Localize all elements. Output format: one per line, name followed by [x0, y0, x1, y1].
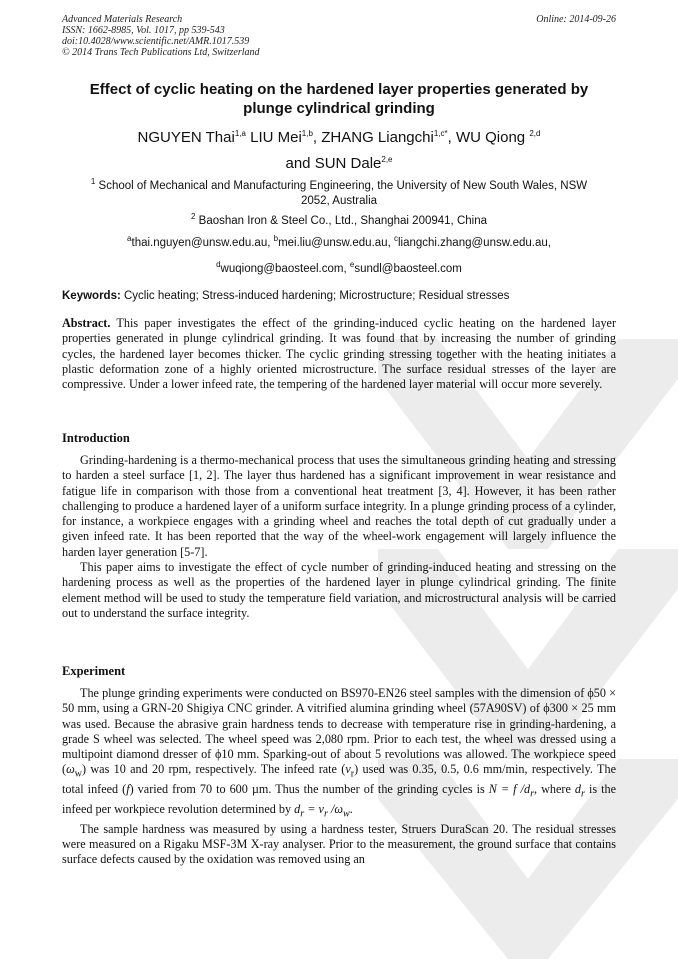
equation-cycles: N = f /d — [488, 782, 531, 797]
email-line-1 — [62, 231, 616, 251]
issn-line: ISSN: 1662-8985, Vol. 1017, pp 539-543 — [62, 25, 225, 36]
paper-title — [62, 80, 616, 118]
exp-text: , — [534, 782, 538, 797]
symbol-sub: r — [350, 768, 355, 780]
email-line-2 — [62, 257, 616, 277]
symbol-f: f — [126, 782, 130, 797]
doi-line: doi:10.4028/www.scientific.net/AMR.1017.539 — [62, 36, 250, 47]
journal-name: Advanced Materials Research — [62, 14, 183, 25]
email-b[interactable]: mei.liu@unsw.edu.au, — [278, 236, 391, 249]
symbol-d: d — [574, 782, 582, 797]
section-heading-introduction: Introduction — [62, 431, 130, 445]
affiliation-1 — [62, 174, 616, 209]
author-sup: 1,b — [301, 129, 313, 138]
author-sup: 2,e — [381, 155, 393, 164]
affiliation-2 — [62, 209, 616, 229]
author-nguyen: NGUYEN Thai — [137, 129, 235, 146]
author-zhang: ZHANG Liangchi — [321, 129, 434, 146]
author-line-1: NGUYEN Thai$^{1,a}$ LIU Mei$^{1,b}$, ZHANG Liangchi$^{1,c*}$, WU Qiong $^{2,d}$ — [137, 129, 541, 146]
email-a[interactable]: thai.nguyen@unsw.edu.au, — [131, 236, 271, 249]
email-e[interactable]: sundl@baosteel.com — [354, 262, 462, 275]
symbol-sub: w — [74, 768, 83, 780]
keywords-text: Cyclic heating; Stress-induced hardening; Microstructure; Residual stresses — [124, 290, 510, 302]
equation-infeed-rhs: /ω — [327, 801, 343, 816]
abstract — [62, 316, 616, 392]
author-and: and — [285, 155, 311, 172]
author-sun: SUN Dale — [314, 155, 382, 172]
keywords-label: Keywords: — [62, 290, 121, 302]
symbol-sub: r — [581, 788, 585, 800]
symbol-sub: w — [342, 808, 350, 820]
intro-paragraph-1: Grinding-hardening is a thermo-mechanical process that uses the simultaneous grinding heating and stressing to harden a steel surface [1, 2]. The layer thus hardened has a significant improvement in wear resistance and fatigue life in comparison with those from a conventional heat treatment [3, 4]. However, it has been rather challenging to produce a hardened layer of a uniform surface integrity. In a plunge grinding process of a cylinder, for instance, a workpiece engages with a grinding wheel and reaches the total depth of cut gradually under a given infeed rate. It has been reported that the way of the wheel-work engagement will largely influence the harden layer generation [5-7]. — [62, 453, 616, 559]
author-sup: 2,d — [529, 129, 541, 138]
author-liu: LIU Mei — [250, 129, 302, 146]
email-c[interactable]: liangchi.zhang@unsw.edu.au, — [397, 236, 551, 249]
exp-text: The plunge grinding experiments were conducted on BS970-EN26 steel samples with the dimension of ϕ50 × 50 mm, using a GRN-20 Shigiya CNC grinder. A vitrified alumina grinding wheel (57A90SV) of ϕ300 × 25 mm was used. Because the abrasive grain hardness tends to decrease with temperature rise in grinding-hardening, a grade S wheel was selected. The wheel speed was 2,080 rpm. Prior to each test, the wheel was dressed using a multipoint diamond dresser of ϕ10 mm. Sparking-out of about 5 revolutions was allowed. The workpiece speed ( — [62, 686, 616, 777]
exp-text: where — [541, 782, 571, 797]
email-list — [62, 231, 616, 277]
intro-paragraph-2: This paper aims to investigate the effect of cycle number of grinding-induced heating and stressing on the hardening process as well as the properties of the hardened layer in plunge cylindrical grinding. The finite element method will be used to study the temperature field variation, and microstructural analysis will be carried out to understand the surface integrity. — [62, 560, 616, 620]
introduction-body — [62, 453, 616, 621]
email-d[interactable]: wuqiong@baosteel.com, — [220, 262, 347, 275]
copyright-line: © 2014 Trans Tech Publications Ltd, Switzerland — [62, 47, 260, 58]
abstract-text: This paper investigates the effect of the grinding-induced cyclic heating on the hardened layer properties generated in plunge cylindrical grinding. It was found that by increasing the number of grinding cycles, the hardened layer becomes thicker. The cyclic grinding stressing together with the heating initiates a plastic deformation zone of a highly oriented microstructure. The surface residual stresses of the layer are compressive. Under a lower infeed rate, the tempering of the hardened layer material will occur more severely. — [62, 316, 617, 392]
author-line-2 — [62, 149, 616, 175]
symbol-sub: r — [323, 808, 328, 820]
abstract-label: Abstract. — [62, 316, 111, 330]
exp-text: ) used was 0.35, 0.5, 0.6 mm/min, respectively. The total infeed ( — [62, 762, 616, 797]
author-wu: WU Qiong — [455, 129, 526, 146]
online-date: Online: 2014-09-26 — [536, 14, 616, 25]
symbol-omega: ω — [66, 762, 75, 777]
author-sup: 1,c* — [433, 129, 448, 138]
email-sup: c — [393, 234, 398, 243]
title-line-1: Effect of cyclic heating on the hardened layer properties generated by — [89, 81, 589, 98]
equation-infeed: d — [294, 801, 301, 816]
exp-text: ) varied from 70 to 600 µm. Thus the number of the grinding cycles is — [129, 782, 485, 797]
email-sup: e — [349, 259, 355, 269]
email-sup: d — [216, 259, 221, 269]
aff1-line-2: 2052, Australia — [300, 194, 378, 207]
exp-paragraph-1 — [62, 686, 616, 822]
keywords — [62, 289, 616, 304]
aff2-text: Baoshan Iron & Steel Co., Ltd., Shanghai 200941, China — [198, 214, 487, 227]
title-line-2: plunge cylindrical grinding — [243, 100, 435, 117]
section-heading-experiment: Experiment — [62, 664, 126, 678]
aff-sup: 1 — [90, 177, 96, 186]
experiment-body — [62, 686, 616, 868]
aff1-line-1: School of Mechanical and Manufacturing Engineering, the University of New South Wales, NSW — [98, 179, 588, 192]
exp-paragraph-2: The sample hardness was measured by using a hardness tester, Struers DuraScan 20. The residual stresses were measured on a Rigaku MSF-3M X-ray analyser. Prior to the measurement, the ground surface that contains surface defects caused by the oxidation was removed using an — [62, 821, 616, 867]
exp-text: ) was 10 and 20 rpm, respectively. The infeed rate ( — [82, 762, 346, 777]
exp-text: . — [349, 801, 353, 816]
symbol-sub: r — [530, 788, 535, 800]
author-list — [62, 123, 616, 175]
equation-infeed-mid: = v — [304, 801, 324, 816]
journal-header — [62, 14, 260, 58]
symbol-v: v — [345, 762, 351, 777]
aff-sup: 2 — [191, 212, 196, 221]
exp-text: is the infeed per workpiece revolution determined by — [62, 782, 617, 816]
author-sup: 1,a — [234, 129, 246, 138]
symbol-sub: r — [300, 808, 305, 820]
email-sup: a — [127, 234, 132, 243]
email-sup: b — [273, 234, 279, 243]
